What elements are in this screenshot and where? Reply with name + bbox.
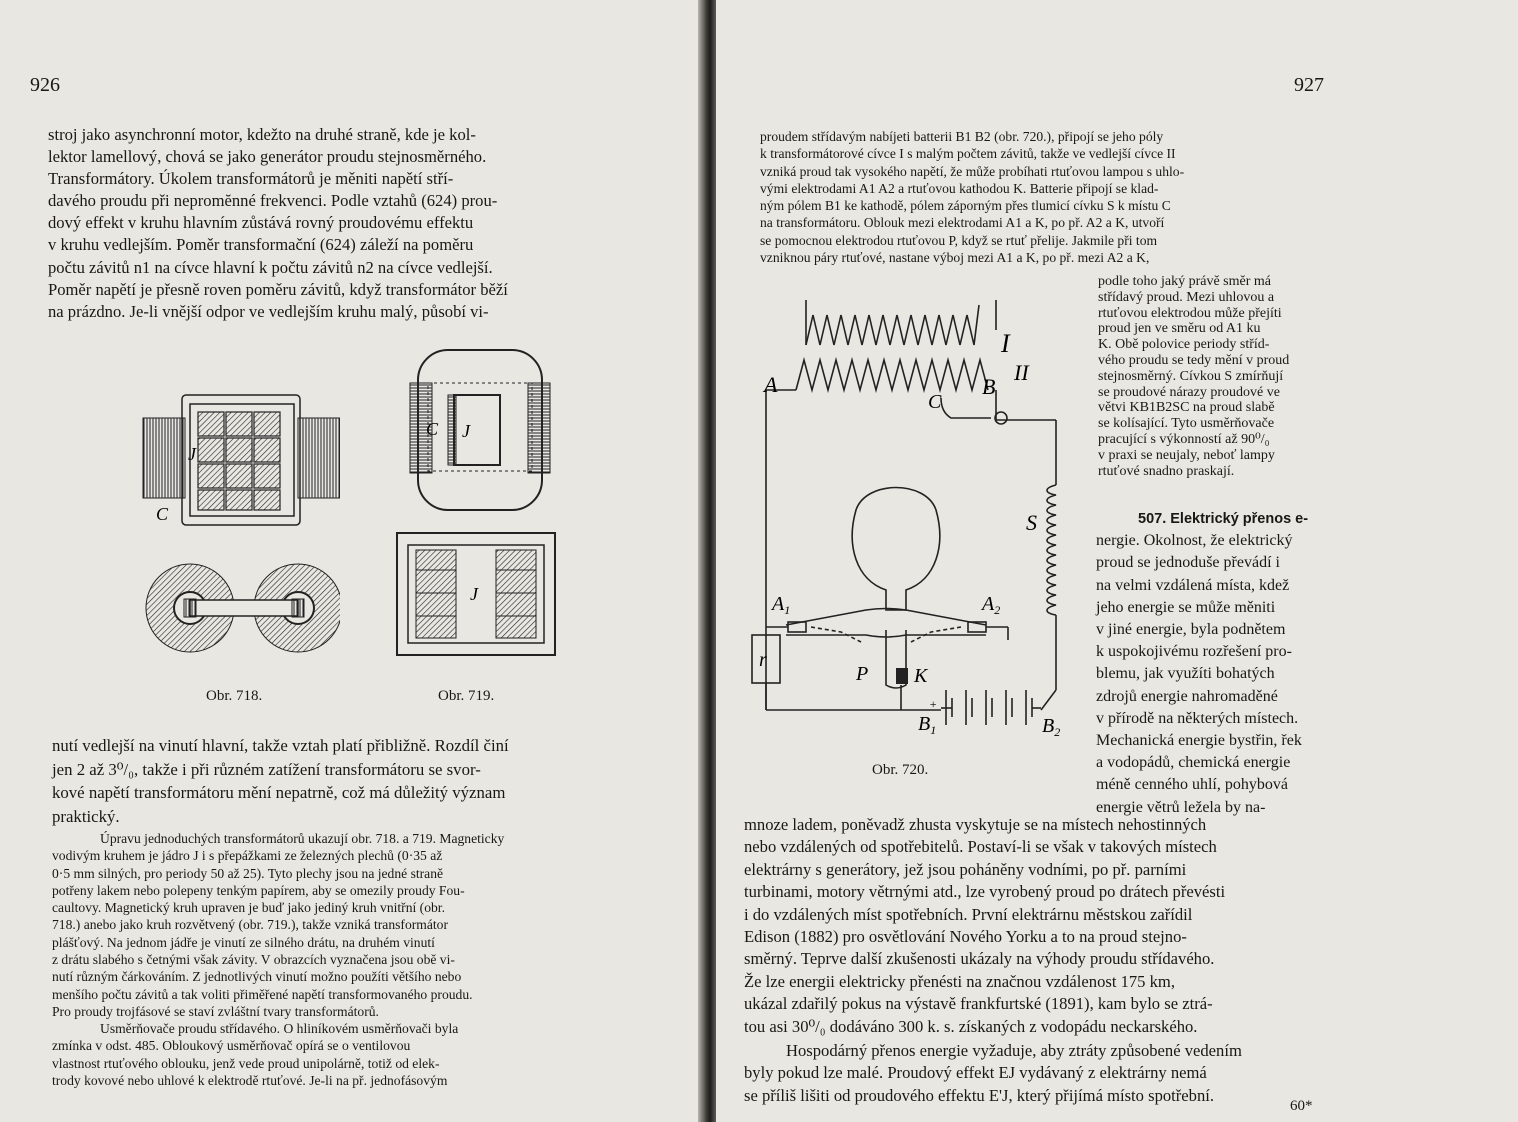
text-line: z drátu slabého s četnými však závity. V obrazcích vyznačena jsou obě vi-	[52, 952, 455, 968]
text-line: jeho energie se může měniti	[1096, 598, 1276, 616]
text-line: vzniká proud tak vysokého napětí, že může probíhati rtuťovou lampou s uhlo-	[760, 163, 1185, 179]
text-line: 0·5 mm silných, pro periody 50 až 25). Tyto plechy jsou na jedné straně	[52, 865, 444, 881]
fig720-label-a1: $A_1$	[772, 593, 791, 617]
fig720-label-ii: II	[1014, 360, 1029, 385]
text-line: počtu závitů n1 na cívce hlavní k počtu závitů n2 na cívce vedlejší.	[48, 257, 493, 277]
text-line: Transformátory. Úkolem transformátorů je měniti napětí stří-	[48, 169, 454, 189]
text-line: v praxi se neujaly, neboť lampy	[1098, 447, 1275, 463]
text-line: plášťový. Na jednom jádře je vinutí ze silného drátu, na druhém vinutí	[52, 934, 435, 950]
fig720-label-r: r	[759, 649, 767, 671]
text-line: proudem střídavým nabíjeti batterii B1 B2 (obr. 720.), připojí se jeho póly	[760, 129, 1164, 144]
section-507	[1096, 508, 1348, 819]
text-line: nergie. Okolnost, že elektrický	[1096, 532, 1293, 550]
text-line: zdrojů energie nahromaděné	[1096, 687, 1278, 705]
page-number-left: 926	[30, 74, 60, 96]
text-line: méně cenného uhlí, pohybová	[1096, 776, 1288, 794]
text-line: 718.) anebo jako kruh rozvětvený (obr. 719.), takže vzniká transformátor	[52, 917, 448, 933]
text-line: Mechanická energie bystřin, řek	[1096, 732, 1302, 750]
text-line: caultovy. Magnetický kruh upraven je buď jako jediný kruh vnitřní (obr.	[52, 900, 445, 916]
fig720-label-s: S	[1026, 510, 1037, 535]
figure-720-caption: Obr. 720.	[872, 762, 929, 778]
text-line: vého proudu se tedy mění v proud	[1098, 352, 1290, 368]
text-line: blemu, jak využíti bohatých	[1096, 665, 1275, 683]
figure-719-caption: Obr. 719.	[438, 688, 495, 704]
text-line: Že lze energii elektricky přenésti na značnou vzdálenost 175 km,	[744, 971, 1175, 991]
text-line: potřeny lakem nebo polepeny tenkým papírem, aby se omezily proudy Fou-	[52, 882, 465, 898]
text-line: a vodopádů, chemická energie	[1096, 754, 1291, 772]
text-line: energie větrů ležela by na-	[1096, 798, 1266, 816]
fig720-label-c: C	[928, 391, 942, 413]
text-line: ukázal zdařilý pokus na výstavě frankfurtské (1891), kam bylo se ztrá-	[744, 994, 1213, 1014]
text-line: v jiné energie, byla podnětem	[1096, 621, 1286, 639]
text-line: stroj jako asynchronní motor, kdežto na druhé straně, kde je kol-	[48, 125, 476, 144]
text-line: davého proudu při nepromĕnné frekvenci. Podle vztahů (624) prou-	[48, 191, 498, 211]
text-line: se příliš lišiti od proudového effektu E'J, který přijímá místo spotřební.	[744, 1085, 1215, 1105]
text-line: podle toho jaký právě směr má	[1098, 274, 1272, 289]
text-line: vými elektrodami A1 A2 a rtuťovou kathodou K. Batterie připojí se klad-	[760, 180, 1159, 196]
text-line: k transformátorové cívce I s malým počtem závitů, takže ve vedlejší cívce II	[760, 146, 1176, 162]
fig720-label-p: P	[856, 663, 869, 685]
text-line: elektrárny s generátory, jež jsou poháněny vodními, po př. parními	[744, 859, 1187, 879]
middle-paragraph	[52, 734, 654, 828]
text-line: tou asi 30⁰/₀ dodáváno 300 k. s. získaných z vodopádu neckarského.	[744, 1016, 1198, 1036]
text-line: se pomocnou elektrodou rtuťovou P, když se rtuť přelije. Jakmile při tom	[760, 232, 1158, 248]
text-line: rtuťovou elektrodou může přejíti	[1098, 305, 1282, 321]
text-line: menšího počtu závitů a tak voliti přiměřené napětí transformovaného proudu.	[52, 986, 473, 1002]
fig719-label-j-top: J	[462, 421, 470, 441]
fig719-label-c: C	[426, 419, 439, 439]
figure-718-drawing	[140, 390, 340, 665]
left-page	[0, 0, 702, 1122]
fig719-label-j-bottom: J	[470, 584, 478, 604]
rectifier-paragraph	[52, 1020, 654, 1089]
text-line: směrný. Teprve další zkušenosti ukázaly na výhody proudu střídavého.	[744, 949, 1215, 969]
fig720-label-b2: $B_2$	[1042, 715, 1061, 739]
text-line: praktický.	[52, 806, 120, 826]
figure-719-drawing	[392, 345, 567, 660]
text-line: se kolísající. Tyto usměrňovače	[1098, 416, 1275, 432]
page-number-right: 927	[1294, 74, 1324, 96]
text-line: i do vzdálených míst spotřebních. První elektrárnu městskou zařídil	[744, 904, 1193, 924]
transformer-paragraph	[48, 124, 648, 323]
text-line: stejnosměrný. Cívkou S zmírňují	[1098, 368, 1284, 384]
text-line: střídavý proud. Mezi uhlovou a	[1098, 289, 1275, 305]
text-line: na velmi vzdálená místa, kdež	[1096, 576, 1290, 594]
text-line: v kruhu vedlejším. Poměr transformační (624) záleží na poměru	[48, 235, 474, 255]
text-line: na prázdno. Je-li vnější odpor ve vedlejším kruhu malý, působí vi-	[48, 301, 489, 321]
fig718-label-c: C	[156, 504, 169, 524]
text-line: proud se jednoduše převádí i	[1096, 554, 1280, 572]
text-line: vlastnost rtuťového oblouku, jenž vede proud unipolárně, totiž od elek-	[52, 1055, 440, 1071]
signature-mark: 60*	[1290, 1098, 1313, 1114]
text-line: větvi KB1B2SC na proud slabě	[1098, 400, 1275, 416]
fig720-label-i: I	[1001, 329, 1010, 358]
text-line: ným pólem B1 ke kathodě, pólem záporným přes tlumicí cívku S k místu C	[760, 198, 1171, 214]
text-line: Hospodárný přenos energie vyžaduje, aby ztráty způsobené vedením	[786, 1041, 1242, 1060]
text-line: K. Obě polovice periody stříd-	[1098, 337, 1270, 353]
text-line: kové napětí transformátoru mění nepatrně, což má důležitý význam	[52, 783, 506, 802]
text-line: jen 2 až 3⁰/₀, takže i při různém zatížení transformátoru se svor-	[52, 759, 481, 779]
fig718-label-j: J	[188, 444, 196, 464]
text-line: Usměrňovače proudu střídavého. O hliníkovém usměrňovači byla	[100, 1021, 459, 1036]
text-line: lektor lamellový, chová se jako generátor proudu stejnosměrného.	[48, 147, 487, 167]
text-line: rtuťové snadno praskají.	[1098, 463, 1235, 479]
text-line: proud jen ve směru od A1 ku	[1098, 321, 1261, 337]
text-line: Pro proudy trojfásové se staví zvláštní tvary transformátorů.	[52, 1003, 379, 1019]
text-line: Edison (1882) pro osvětlování Nového Yorku a to na proud stejno-	[744, 927, 1187, 947]
text-line: trody kovové nebo uhlové k elektrodě rtuťové. Je-li na př. jednofásovým	[52, 1072, 448, 1088]
economic-transmission-paragraph	[744, 1040, 1354, 1107]
text-line: nutí vedlejší na vinutí hlavní, takže vztah platí přibližně. Rozdíl činí	[52, 736, 509, 755]
text-line: k uspokojivému rozřešení pro-	[1096, 643, 1292, 661]
section-507-lines	[1096, 530, 1348, 819]
rectifier-continuation	[760, 128, 1370, 266]
text-line: vodivým kruhem je jádro J i s přepážkami ze železných plechů (0·35 až	[52, 848, 443, 864]
text-line: nebo vzdálených od spotřebitelů. Postaví-li se však v takových místech	[744, 837, 1217, 857]
text-line: Poměr napětí je přesně roven poměru závitů, když transformátor běží	[48, 279, 508, 299]
text-line: vzniknou páry rtuťové, nastane výboj mezi A1 a K, po př. mezi A2 a K,	[760, 250, 1150, 266]
fig720-label-a: A	[764, 372, 778, 397]
text-line: nutí různým čárkováním. Z jednotlivých vinutí možno použíti většího nebo	[52, 969, 462, 985]
fig720-label-b1: $B_1$	[918, 713, 937, 737]
text-line: turbinami, motory větrnými atd., lze vyrobený proud po drátech převésti	[744, 882, 1226, 902]
figure-720-drawing	[746, 290, 1096, 760]
text-line: v přírodě na některých místech.	[1096, 709, 1299, 727]
text-line: pracující s výkonností až 90⁰/₀	[1098, 431, 1270, 447]
text-line: na transformátoru. Oblouk mezi elektrodami A1 a K, po př. A2 a K, utvoří	[760, 215, 1165, 231]
fig720-label-a2: $A_2$	[982, 593, 1001, 617]
fig720-label-plus: +	[929, 697, 938, 711]
fig720-label-b: B	[982, 374, 996, 399]
text-line: byly pokud lze malé. Proudový effekt EJ vydávaný z elektrárny nemá	[744, 1063, 1207, 1083]
text-line: se proudové nárazy proudové ve	[1098, 384, 1280, 400]
energy-transmission-paragraph	[744, 814, 1354, 1038]
right-page	[716, 0, 1518, 1122]
transformer-design-paragraph	[52, 830, 654, 1020]
text-line: Úpravu jednoduchých transformátorů ukazují obr. 718. a 719. Magneticky	[100, 831, 505, 846]
figure-718-caption: Obr. 718.	[206, 688, 263, 704]
text-line: dový effekt v kruhu hlavním zůstává rovný proudovému effektu	[48, 213, 474, 233]
fig720-label-k: K	[914, 665, 928, 687]
rectifier-side-column	[1098, 274, 1338, 479]
section-507-heading: 507. Elektrický přenos e-	[1138, 511, 1309, 527]
text-line: zmínka v odst. 485. Obloukový usměrňovač opírá se o ventilovou	[52, 1038, 411, 1054]
text-line: mnoze ladem, poněvadž zhusta vyskytuje se na místech nehostinných	[744, 815, 1207, 834]
